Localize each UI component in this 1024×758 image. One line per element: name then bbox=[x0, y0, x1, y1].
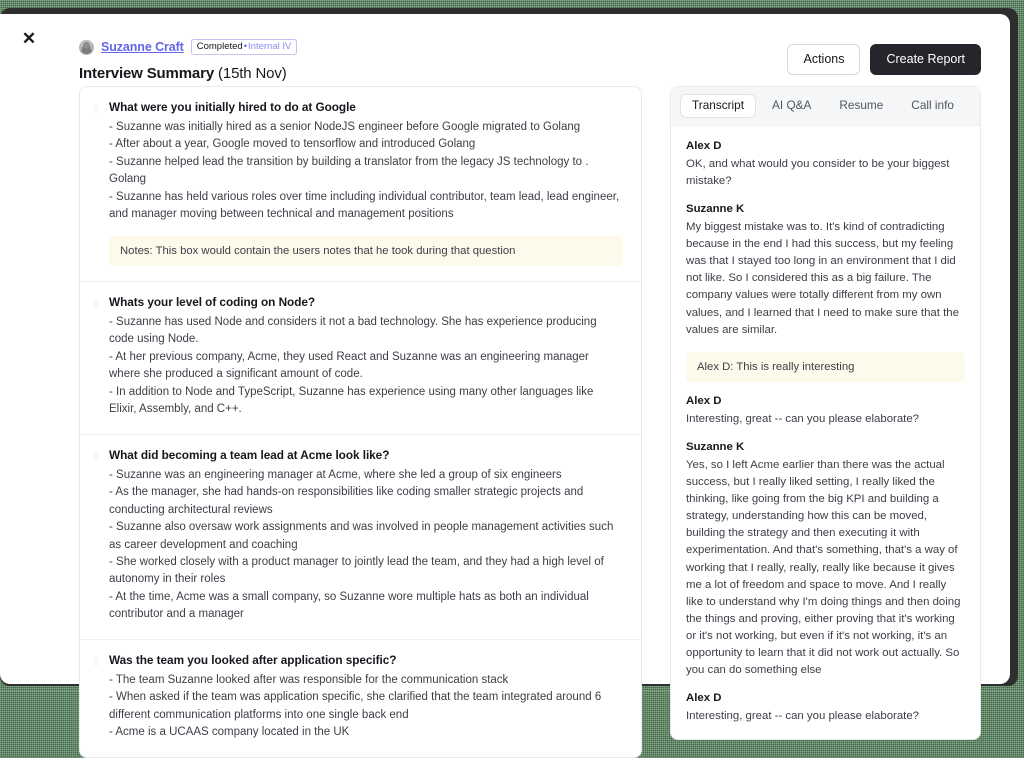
drag-handle-icon[interactable] bbox=[94, 452, 98, 461]
transcript-speaker: Suzanne K bbox=[686, 203, 745, 216]
interview-type-label: Internal IV bbox=[248, 40, 292, 52]
header-left-group bbox=[79, 38, 297, 82]
page-header bbox=[58, 28, 1010, 86]
status-separator: • bbox=[243, 40, 248, 52]
transcript-turn bbox=[686, 203, 965, 339]
summary-bullet-list bbox=[109, 467, 623, 624]
summary-bullet: - After about a year, Google moved to tensorflow and introduced Golang bbox=[109, 138, 476, 151]
summary-bullet-list bbox=[109, 314, 623, 419]
main-content bbox=[58, 86, 1010, 739]
summary-bullet: - When asked if the team was application specific, she clarified that the team integrated around 6 different communication platforms into one single back end bbox=[109, 691, 602, 721]
summary-bullet: - Suzanne was initially hired as a senior NodeJS engineer before Google migrated to Golang bbox=[109, 121, 581, 133]
page-title bbox=[79, 65, 297, 82]
summary-bullet: - Acme is a UCAAS company located in the UK bbox=[109, 726, 350, 739]
actions-button[interactable]: Actions bbox=[787, 44, 860, 75]
status-badge[interactable] bbox=[191, 39, 298, 56]
drag-handle-icon[interactable] bbox=[94, 299, 98, 308]
transcript-speaker: Alex D bbox=[686, 394, 722, 407]
drag-handle-icon[interactable] bbox=[94, 104, 98, 113]
transcript-utterance: Interesting, great -- can you please elaborate? bbox=[686, 412, 920, 425]
summary-question-item bbox=[80, 87, 641, 282]
candidate-row bbox=[79, 38, 297, 56]
transcript-turn bbox=[686, 692, 965, 725]
summary-question-item bbox=[80, 435, 641, 640]
user-avatar-icon bbox=[79, 40, 94, 55]
summary-question-item bbox=[80, 282, 641, 435]
summary-column bbox=[79, 86, 642, 739]
transcript-turn bbox=[686, 441, 965, 679]
summary-question-text: What did becoming a team lead at Acme look like? bbox=[109, 447, 390, 462]
summary-bullet: - At the time, Acme was a small company, so Suzanne wore multiple hats as both an individual contributor and a manager bbox=[109, 590, 589, 621]
summary-bullet: - Suzanne helped lead the transition by building a translator from the legacy JS technology to . Golang bbox=[109, 155, 589, 186]
transcript-turn bbox=[686, 140, 965, 190]
question-notes-box[interactable]: Notes: This box would contain the users notes that he took during that question bbox=[109, 236, 623, 266]
transcript-utterance: Yes, so I left Acme earlier than there was the actual success, but I really liked setting, I really liked the thinking, like going from the big KPI and building a strategy, understanding how this can be moved, building the strategy and then executing it with experimentation. And that's something, that's a way of working that I really, really, really like because it gives me a lot of freedom and space to move. And I really like to understand why I'm doing things and then doing the things and proving, either proving that it's working or it's not working, but even if it's not working, it's an opportunity to learn that it did not work out actually. So you can do something else bbox=[686, 458, 961, 677]
page-title-main: Interview Summary bbox=[79, 65, 215, 82]
summary-bullet: - She worked closely with a product manager to jointly lead the team, and they had a high level of autonomy in their roles bbox=[109, 555, 604, 586]
transcript-utterance: OK, and what would you consider to be your biggest mistake? bbox=[686, 157, 950, 187]
summary-question-text: What were you initially hired to do at Google bbox=[109, 100, 356, 114]
transcript-tabs bbox=[671, 87, 980, 126]
drag-handle-icon[interactable] bbox=[94, 657, 98, 666]
tab-call-info[interactable]: Call info bbox=[911, 98, 954, 112]
transcript-speaker: Alex D bbox=[686, 692, 722, 705]
tab-transcript[interactable]: Transcript bbox=[680, 94, 756, 118]
transcript-utterance: My biggest mistake was to. It's kind of contradicting because in the end I had this success, but my feeling was that I stayed too long in an environment that I did not like. So I considered this as a big failure. The company values were totally different from my own values, and I learned that I need to make sure that the values are similar. bbox=[686, 221, 959, 336]
status-label: Completed bbox=[196, 40, 243, 52]
transcript-utterance: Interesting, great -- can you please elaborate? bbox=[686, 710, 920, 723]
summary-bullet: - Suzanne has held various roles over time including individual contributor, team lead, lead engineer, and manager moving between technical and management positions bbox=[109, 190, 620, 221]
transcript-speaker: Suzanne K bbox=[686, 440, 745, 453]
create-report-button[interactable]: Create Report bbox=[870, 44, 981, 75]
summary-question-text: Was the team you looked after application specific? bbox=[109, 652, 397, 667]
summary-bullet: - The team Suzanne looked after was responsible for the communication stack bbox=[109, 673, 509, 686]
transcript-body bbox=[671, 126, 980, 740]
summary-bullet-list bbox=[109, 672, 623, 742]
summary-bullet: - As the manager, she had hands-on responsibilities like coding smaller strategic projects and conducting architectural reviews bbox=[109, 486, 584, 516]
summary-question-text: Whats your level of coding on Node? bbox=[109, 294, 316, 309]
transcript-turn bbox=[686, 395, 965, 428]
transcript-note[interactable]: Alex D: This is really interesting bbox=[686, 352, 965, 382]
candidate-name-link[interactable]: Suzanne Craft bbox=[101, 40, 184, 54]
close-icon: ✕ bbox=[21, 28, 37, 48]
summary-bullet: - Suzanne was an engineering manager at Acme, where she led a group of six engineers bbox=[109, 468, 562, 481]
summary-bullet: - In addition to Node and TypeScript, Suzanne has experience using many other languages like Elixir, Assembly, and C++. bbox=[109, 385, 594, 416]
close-button[interactable] bbox=[0, 14, 58, 62]
transcript-column bbox=[670, 86, 981, 723]
summary-bullet: - At her previous company, Acme, they used React and Suzanne was an engineering manager where she produced a significant amount of code. bbox=[109, 350, 589, 381]
transcript-card bbox=[670, 86, 981, 740]
transcript-speaker: Alex D bbox=[686, 139, 722, 152]
summary-bullet: - Suzanne has used Node and considers it not a bad technology. She has experience producing code using Node. bbox=[109, 315, 597, 346]
summary-question-item bbox=[80, 640, 641, 757]
tab-resume[interactable]: Resume bbox=[839, 98, 884, 112]
tab-ai-q-a[interactable]: AI Q&A bbox=[772, 98, 812, 112]
app-window bbox=[0, 14, 1010, 739]
page-title-date: (15th Nov) bbox=[218, 65, 287, 82]
summary-bullet-list bbox=[109, 119, 623, 224]
header-actions bbox=[787, 44, 981, 75]
summary-bullet: - Suzanne also oversaw work assignments and was involved in people management activities such as career development and coaching bbox=[109, 521, 614, 551]
summary-card bbox=[79, 86, 642, 758]
